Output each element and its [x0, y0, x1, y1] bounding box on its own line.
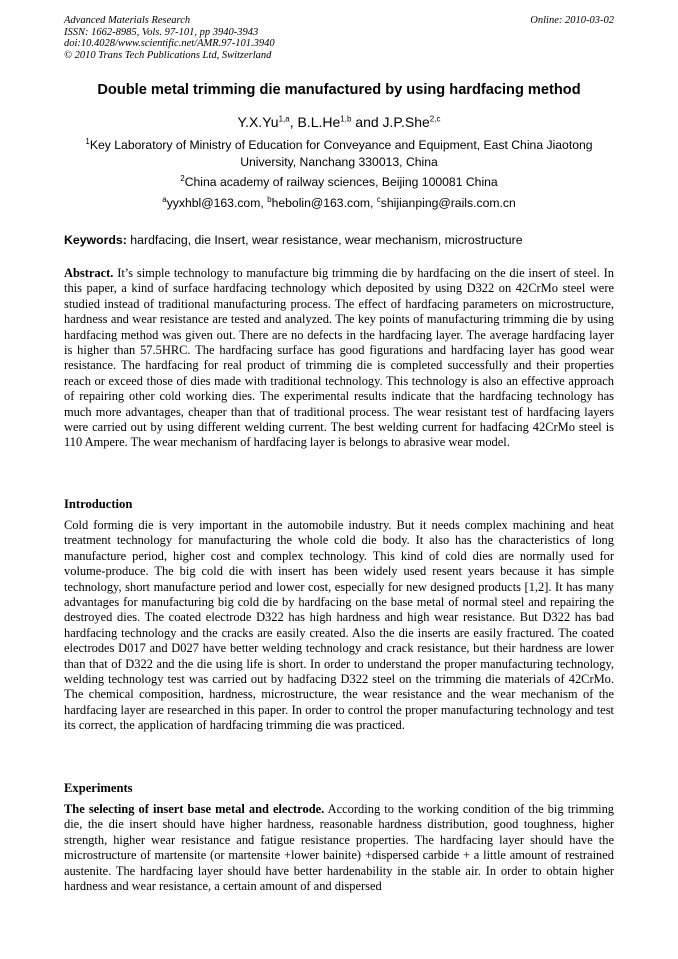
abstract-label: Abstract. [64, 266, 114, 280]
issn-line: ISSN: 1662-8985, Vols. 97-101, pp 3940-3943 [64, 26, 259, 38]
experiments-heading: Experiments [64, 781, 133, 795]
email-b-sup: b [267, 194, 272, 204]
email-c-sup: c [376, 194, 381, 204]
author-sep-1: , [289, 114, 298, 130]
paper-title: Double metal trimming die manufactured by using hardfacing method [97, 82, 581, 98]
affiliation-2 [64, 174, 614, 191]
author-sep-2: and [351, 114, 383, 130]
abstract-text: It’s simple technology to manufacture big trimming die by hardfacing on the die insert of steel. In this paper, a kind of surface hardfacing technology which deposited by using D322 on 42CrMo steel were studied instead of traditional manufacturing process. The effect of hardfacing parameters on microstructure, hardness and wear resistance are tested and analyzed. The key points of manufacturing trimming die by using hardfacing method was given out. There are no defects in the hardfacing layer. The average hardfacing layer is higher than 57.5HRC. The hardfacing surface has good figurations and hardfacing layer has good wear resistance. The hardfacing for real product of trimming die is completed successfully and their properties reach or exceed those of dies made with traditional technology. This technology is also an effective approach of repairing other cold working dies. The experimental results indicate that the hardfacing technology has much more advantages, cheaper than that of traditional process. The wear resistant test of hardfacing layers were carried out by using different welding current. The best welding current for hadfacing 42CrMo steel is 110 Ampere. The wear mechanism of hardfacing layer is belongs to abrasive wear model. [64, 266, 614, 450]
author-2-sup: 1,b [340, 114, 352, 124]
journal-name: Advanced Materials Research [64, 15, 191, 26]
author-3-sup: 2,c [429, 114, 441, 124]
introduction-heading: Introduction [64, 497, 133, 511]
keywords-text: hardfacing, die Insert, wear resistance, wear mechanism, microstructure [126, 233, 523, 247]
email-a-sup: a [162, 194, 167, 204]
email-a: yyxhbl@163.com, [166, 196, 268, 210]
affiliation-1-text: Key Laboratory of Ministry of Education for Conveyance and Equipment, East China Jiaotong University, Nanchang 330013, China [89, 138, 593, 169]
author-1: Y.X.Yu [237, 114, 279, 130]
author-1-sup: 1,a [278, 114, 290, 124]
email-line [64, 195, 614, 212]
affiliation-2-text: China academy of railway sciences, Beijing 100081 China [184, 175, 498, 189]
author-list [30, 114, 648, 130]
copyright-line: © 2010 Trans Tech Publications Ltd, Switzerland [64, 49, 272, 61]
author-3: J.P.She [382, 114, 430, 130]
abstract-paragraph [64, 266, 614, 451]
experiments-text: According to the working condition of the big trimming die, the die insert should have higher hardness, reasonable hardness distribution, good toughness, higher strength, higher wear resistance and fatigue resistance properties. The hardfacing layer should have the microstructure of martensite (or martensite +lower bainite) +dispersed carbide + a little amount of restrained austenite. The hardfacing layer should have better hardenability in the stable air. In order to obtain higher hardness and wear resistance, a certain amount of and dispersed [64, 802, 615, 894]
doi-line: doi:10.4028/www.scientific.net/AMR.97-101.3940 [64, 38, 275, 50]
journal-header [64, 15, 275, 61]
online-date: Online: 2010-03-02 [530, 15, 614, 26]
affiliation-1-sup: 1 [85, 136, 90, 146]
email-b: hebolin@163.com, [271, 196, 377, 210]
introduction-paragraph: Cold forming die is very important in the automobile industry. But it needs complex machining and heat treatment technology for manufacturing the whole cold die body. It also has the characteristics of long manufacture period, higher cost and complex technology. This kind of cold dies are normally used for volume-produce. The big cold die with insert has been widely used resent years because it has simple technology, short manufacture period and lower cost, especially for new designed products [1,2]. It has many advantages for manufacturing big cold die by hardfacing on the base metal of normal steel and repairing the destroyed dies. The coated electrode D322 has high hardness and high wear resistance. But D322 has bad hardfacing technology and the cracks are easily created. Also the die inserts are easily fractured. The coated electrodes D017 and D027 have better welding technology and crack resistance, but their hardness are lower than that of D322 and the die using life is short. In order to understand the proper manufacturing technology, welding technology test was carried out by hadfacing D322 steel on the trimming die materials of 42CrMo. The chemical composition, hardness, microstructure, the wear resistance and the wear mechanism of the hardfacing layer are researched in this paper. In order to control the proper manufacturing technology and test its correct, the application of hardfacing trimming die was practiced. [64, 518, 614, 733]
keywords-line [64, 233, 624, 247]
author-2: B.L.He [297, 114, 341, 130]
experiments-paragraph [64, 802, 614, 894]
experiments-subheading: The selecting of insert base metal and electrode. [64, 802, 325, 816]
email-c: shijianping@rails.com.cn [380, 196, 516, 210]
affiliation-1 [64, 137, 614, 170]
affiliation-2-sup: 2 [180, 173, 185, 183]
keywords-label: Keywords: [64, 233, 127, 247]
